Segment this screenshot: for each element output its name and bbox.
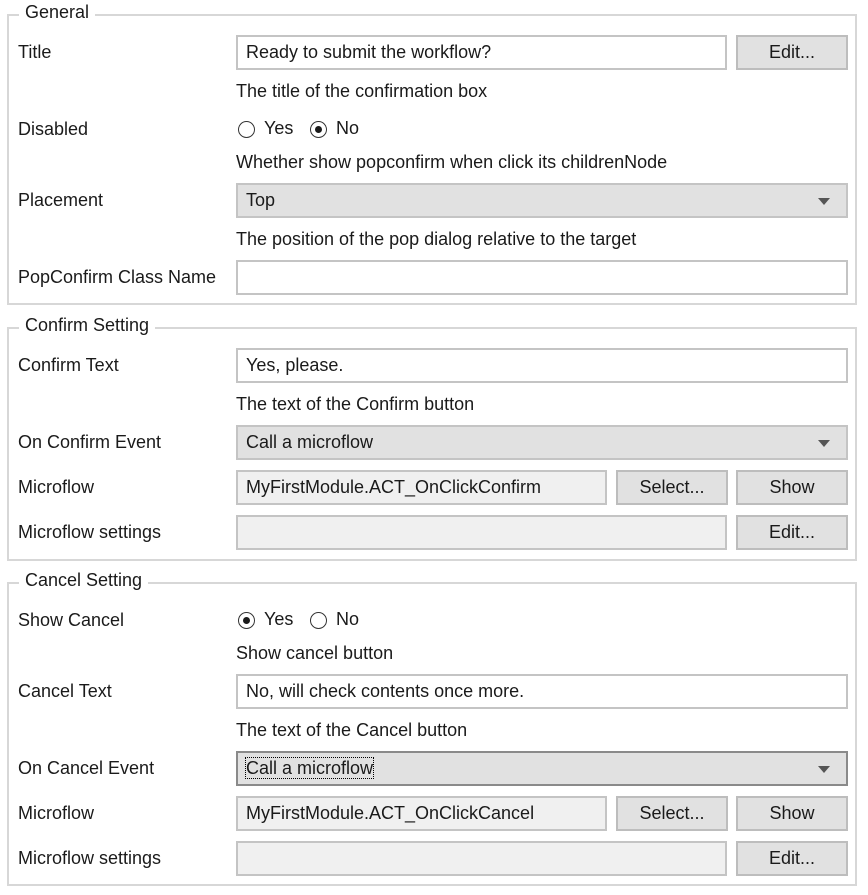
confirm-settings-label: Microflow settings bbox=[18, 522, 162, 542]
cancel-event-value: Call a microflow bbox=[246, 758, 374, 778]
show-cancel-yes-radio[interactable] bbox=[238, 612, 255, 629]
cancel-text-description: The text of the Cancel button bbox=[236, 720, 468, 740]
confirm-event-label: On Confirm Event bbox=[18, 432, 162, 452]
cancel-microflow-input[interactable]: MyFirstModule.ACT_OnClickCancel bbox=[236, 796, 607, 831]
cancel-settings-input[interactable] bbox=[236, 841, 727, 876]
chevron-down-icon bbox=[818, 766, 830, 773]
show-cancel-yes-label[interactable]: Yes bbox=[264, 609, 294, 629]
classname-input[interactable] bbox=[236, 260, 848, 295]
show-cancel-no-label[interactable]: No bbox=[336, 609, 360, 629]
placement-value: Top bbox=[246, 190, 276, 210]
disabled-no-radio[interactable] bbox=[310, 121, 327, 138]
title-description: The title of the confirmation box bbox=[236, 81, 488, 101]
cancel-settings-label: Microflow settings bbox=[18, 848, 162, 868]
confirm-microflow-input[interactable]: MyFirstModule.ACT_OnClickConfirm bbox=[236, 470, 607, 505]
cancel-microflow-label: Microflow bbox=[18, 803, 95, 823]
confirm-settings-edit-button[interactable]: Edit... bbox=[736, 515, 848, 550]
placement-description: The position of the pop dialog relative to the target bbox=[236, 229, 637, 249]
confirm-event-select[interactable] bbox=[236, 425, 848, 460]
cancel-legend: Cancel Setting bbox=[19, 568, 148, 592]
confirm-text-description: The text of the Confirm button bbox=[236, 394, 475, 414]
disabled-description: Whether show popconfirm when click its childrenNode bbox=[236, 152, 668, 172]
placement-label: Placement bbox=[18, 190, 104, 210]
confirm-text-label: Confirm Text bbox=[18, 355, 119, 375]
title-label: Title bbox=[18, 42, 52, 62]
disabled-label: Disabled bbox=[18, 119, 89, 139]
disabled-yes-label[interactable]: Yes bbox=[264, 118, 294, 138]
cancel-settings-edit-button[interactable]: Edit... bbox=[736, 841, 848, 876]
cancel-text-label: Cancel Text bbox=[18, 681, 112, 701]
confirm-event-value: Call a microflow bbox=[246, 432, 374, 452]
confirm-settings-input[interactable] bbox=[236, 515, 727, 550]
title-input[interactable]: Ready to submit the workflow? bbox=[236, 35, 727, 70]
show-cancel-label: Show Cancel bbox=[18, 610, 125, 630]
disabled-yes-radio[interactable] bbox=[238, 121, 255, 138]
cancel-text-input[interactable]: No, will check contents once more. bbox=[236, 674, 848, 709]
cancel-microflow-select-button[interactable]: Select... bbox=[616, 796, 728, 831]
chevron-down-icon bbox=[818, 440, 830, 447]
cancel-microflow-show-button[interactable]: Show bbox=[736, 796, 848, 831]
confirm-microflow-select-button[interactable]: Select... bbox=[616, 470, 728, 505]
confirm-microflow-show-button[interactable]: Show bbox=[736, 470, 848, 505]
classname-label: PopConfirm Class Name bbox=[18, 267, 217, 287]
confirm-text-input[interactable]: Yes, please. bbox=[236, 348, 848, 383]
placement-select[interactable] bbox=[236, 183, 848, 218]
general-legend: General bbox=[19, 0, 95, 24]
confirm-legend: Confirm Setting bbox=[19, 313, 155, 337]
confirm-microflow-label: Microflow bbox=[18, 477, 95, 497]
cancel-event-label: On Cancel Event bbox=[18, 758, 155, 778]
disabled-no-label[interactable]: No bbox=[336, 118, 360, 138]
show-cancel-description: Show cancel button bbox=[236, 643, 394, 663]
chevron-down-icon bbox=[818, 198, 830, 205]
cancel-event-select[interactable] bbox=[236, 751, 848, 786]
show-cancel-no-radio[interactable] bbox=[310, 612, 327, 629]
title-edit-button[interactable]: Edit... bbox=[736, 35, 848, 70]
